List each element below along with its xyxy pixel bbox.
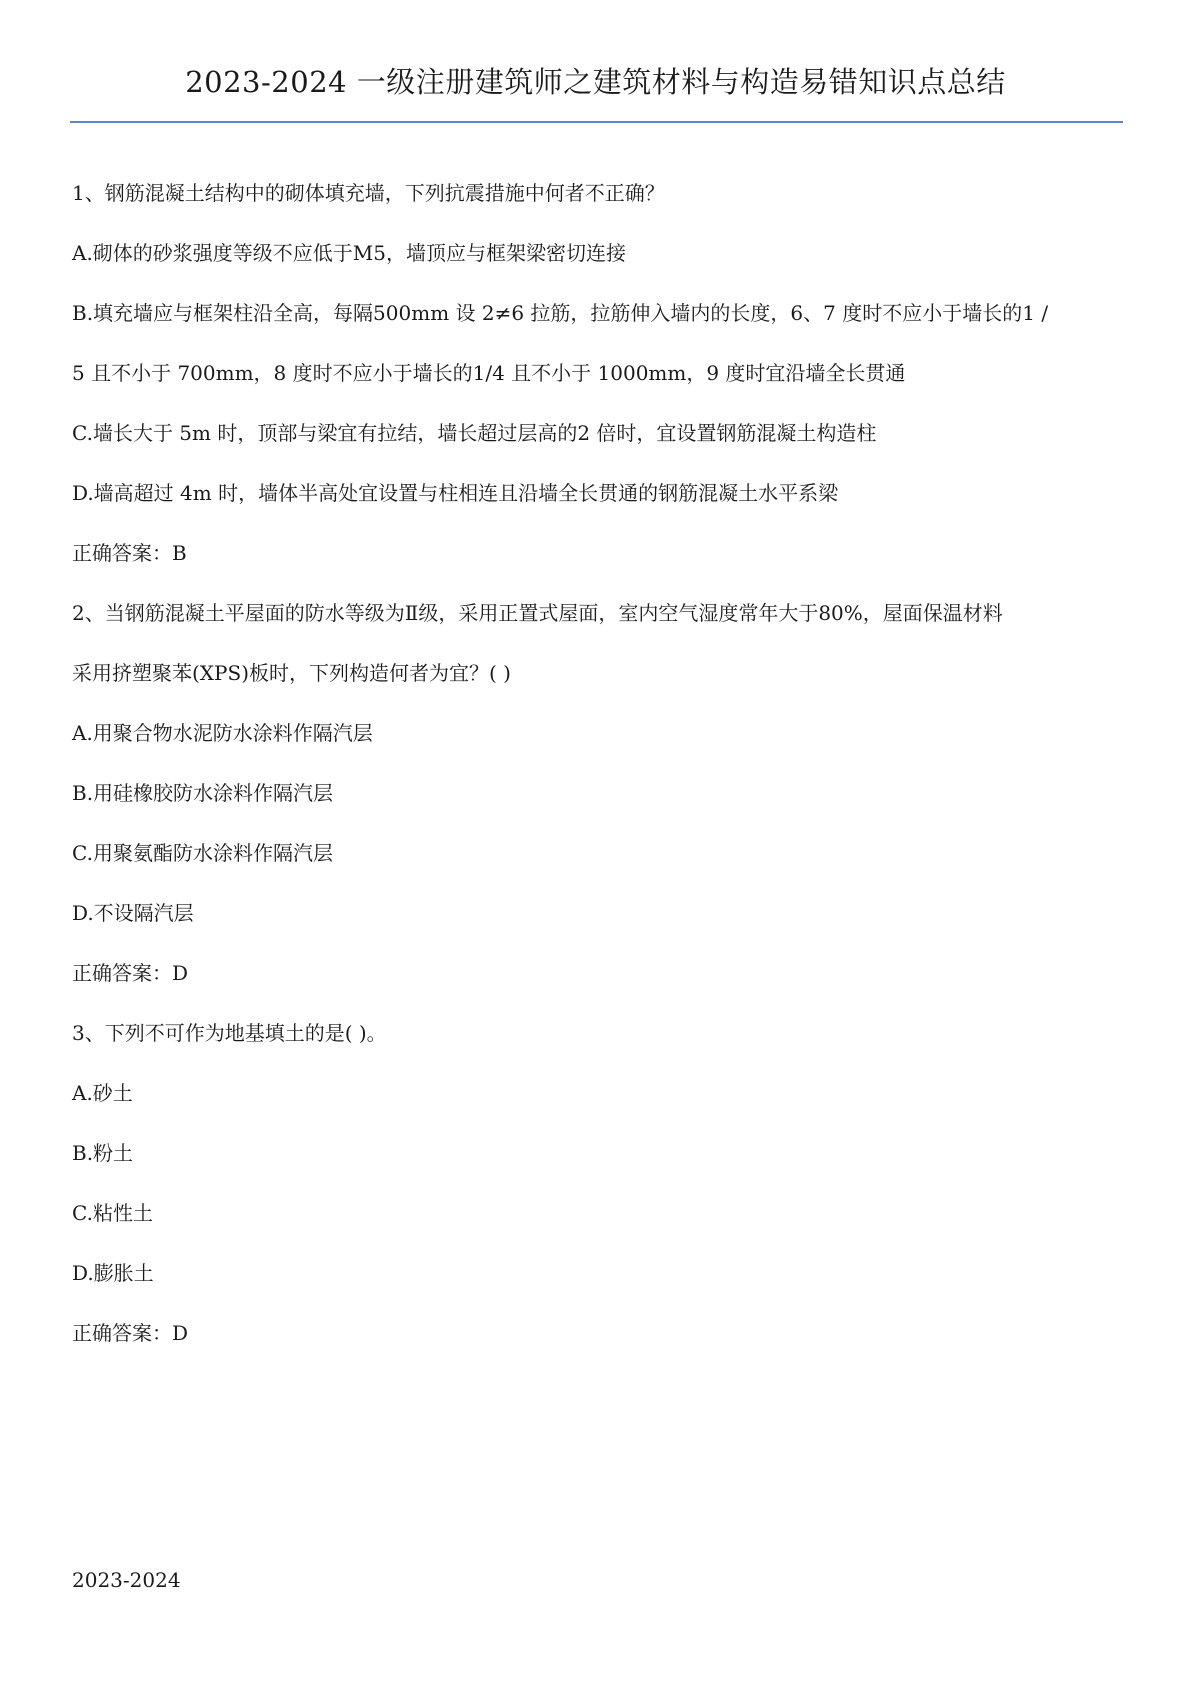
option-b-continued: 5 且不小于 700mm，8 度时不应小于墙长的1/4 且不小于 1000mm，9 度时宜沿墙全长贯通 bbox=[72, 361, 906, 385]
option-b: B.粉土 bbox=[72, 1141, 134, 1165]
question-3 bbox=[72, 1018, 1122, 1348]
option-a: A.砂土 bbox=[72, 1081, 133, 1105]
title-divider bbox=[70, 121, 1123, 123]
page-footer: 2023-2024 bbox=[72, 1568, 181, 1592]
option-c: C.墙长大于 5m 时，顶部与梁宜有拉结，墙长超过层高的2 倍时，宜设置钢筋混凝土构造柱 bbox=[72, 421, 877, 445]
question-1 bbox=[72, 178, 1122, 568]
correct-answer: 正确答案：B bbox=[72, 541, 187, 565]
question-stem-continued: 采用挤塑聚苯(XPS)板时，下列构造何者为宜？( ) bbox=[72, 661, 511, 685]
question-stem: 3、下列不可作为地基填土的是( )。 bbox=[72, 1021, 387, 1045]
page-title: 2023-2024 一级注册建筑师之建筑材料与构造易错知识点总结 bbox=[185, 65, 1006, 99]
option-a: A.用聚合物水泥防水涂料作隔汽层 bbox=[72, 721, 373, 745]
option-d: D.墙高超过 4m 时，墙体半高处宜设置与柱相连且沿墙全长贯通的钢筋混凝土水平系梁 bbox=[72, 481, 839, 505]
option-d: D.不设隔汽层 bbox=[72, 901, 194, 925]
option-c: C.用聚氨酯防水涂料作隔汽层 bbox=[72, 841, 333, 865]
question-2 bbox=[72, 598, 1122, 988]
option-b: B.用硅橡胶防水涂料作隔汽层 bbox=[72, 781, 334, 805]
question-list bbox=[72, 178, 1122, 1378]
option-c: C.粘性土 bbox=[72, 1201, 153, 1225]
question-stem: 2、当钢筋混凝土平屋面的防水等级为Ⅱ级，采用正置式屋面，室内空气湿度常年大于80%，屋面保温材料 bbox=[72, 601, 1003, 625]
option-a: A.砌体的砂浆强度等级不应低于M5，墙顶应与框架梁密切连接 bbox=[72, 241, 627, 265]
correct-answer: 正确答案：D bbox=[72, 1321, 189, 1345]
question-stem: 1、钢筋混凝土结构中的砌体填充墙，下列抗震措施中何者不正确？ bbox=[72, 181, 665, 205]
correct-answer: 正确答案：D bbox=[72, 961, 189, 985]
option-d: D.膨胀土 bbox=[72, 1261, 154, 1285]
option-b: B.填充墙应与框架柱沿全高，每隔500mm 设 2≠6 拉筋，拉筋伸入墙内的长度，6、7 度时不应小于墙长的1 / bbox=[72, 301, 1049, 325]
